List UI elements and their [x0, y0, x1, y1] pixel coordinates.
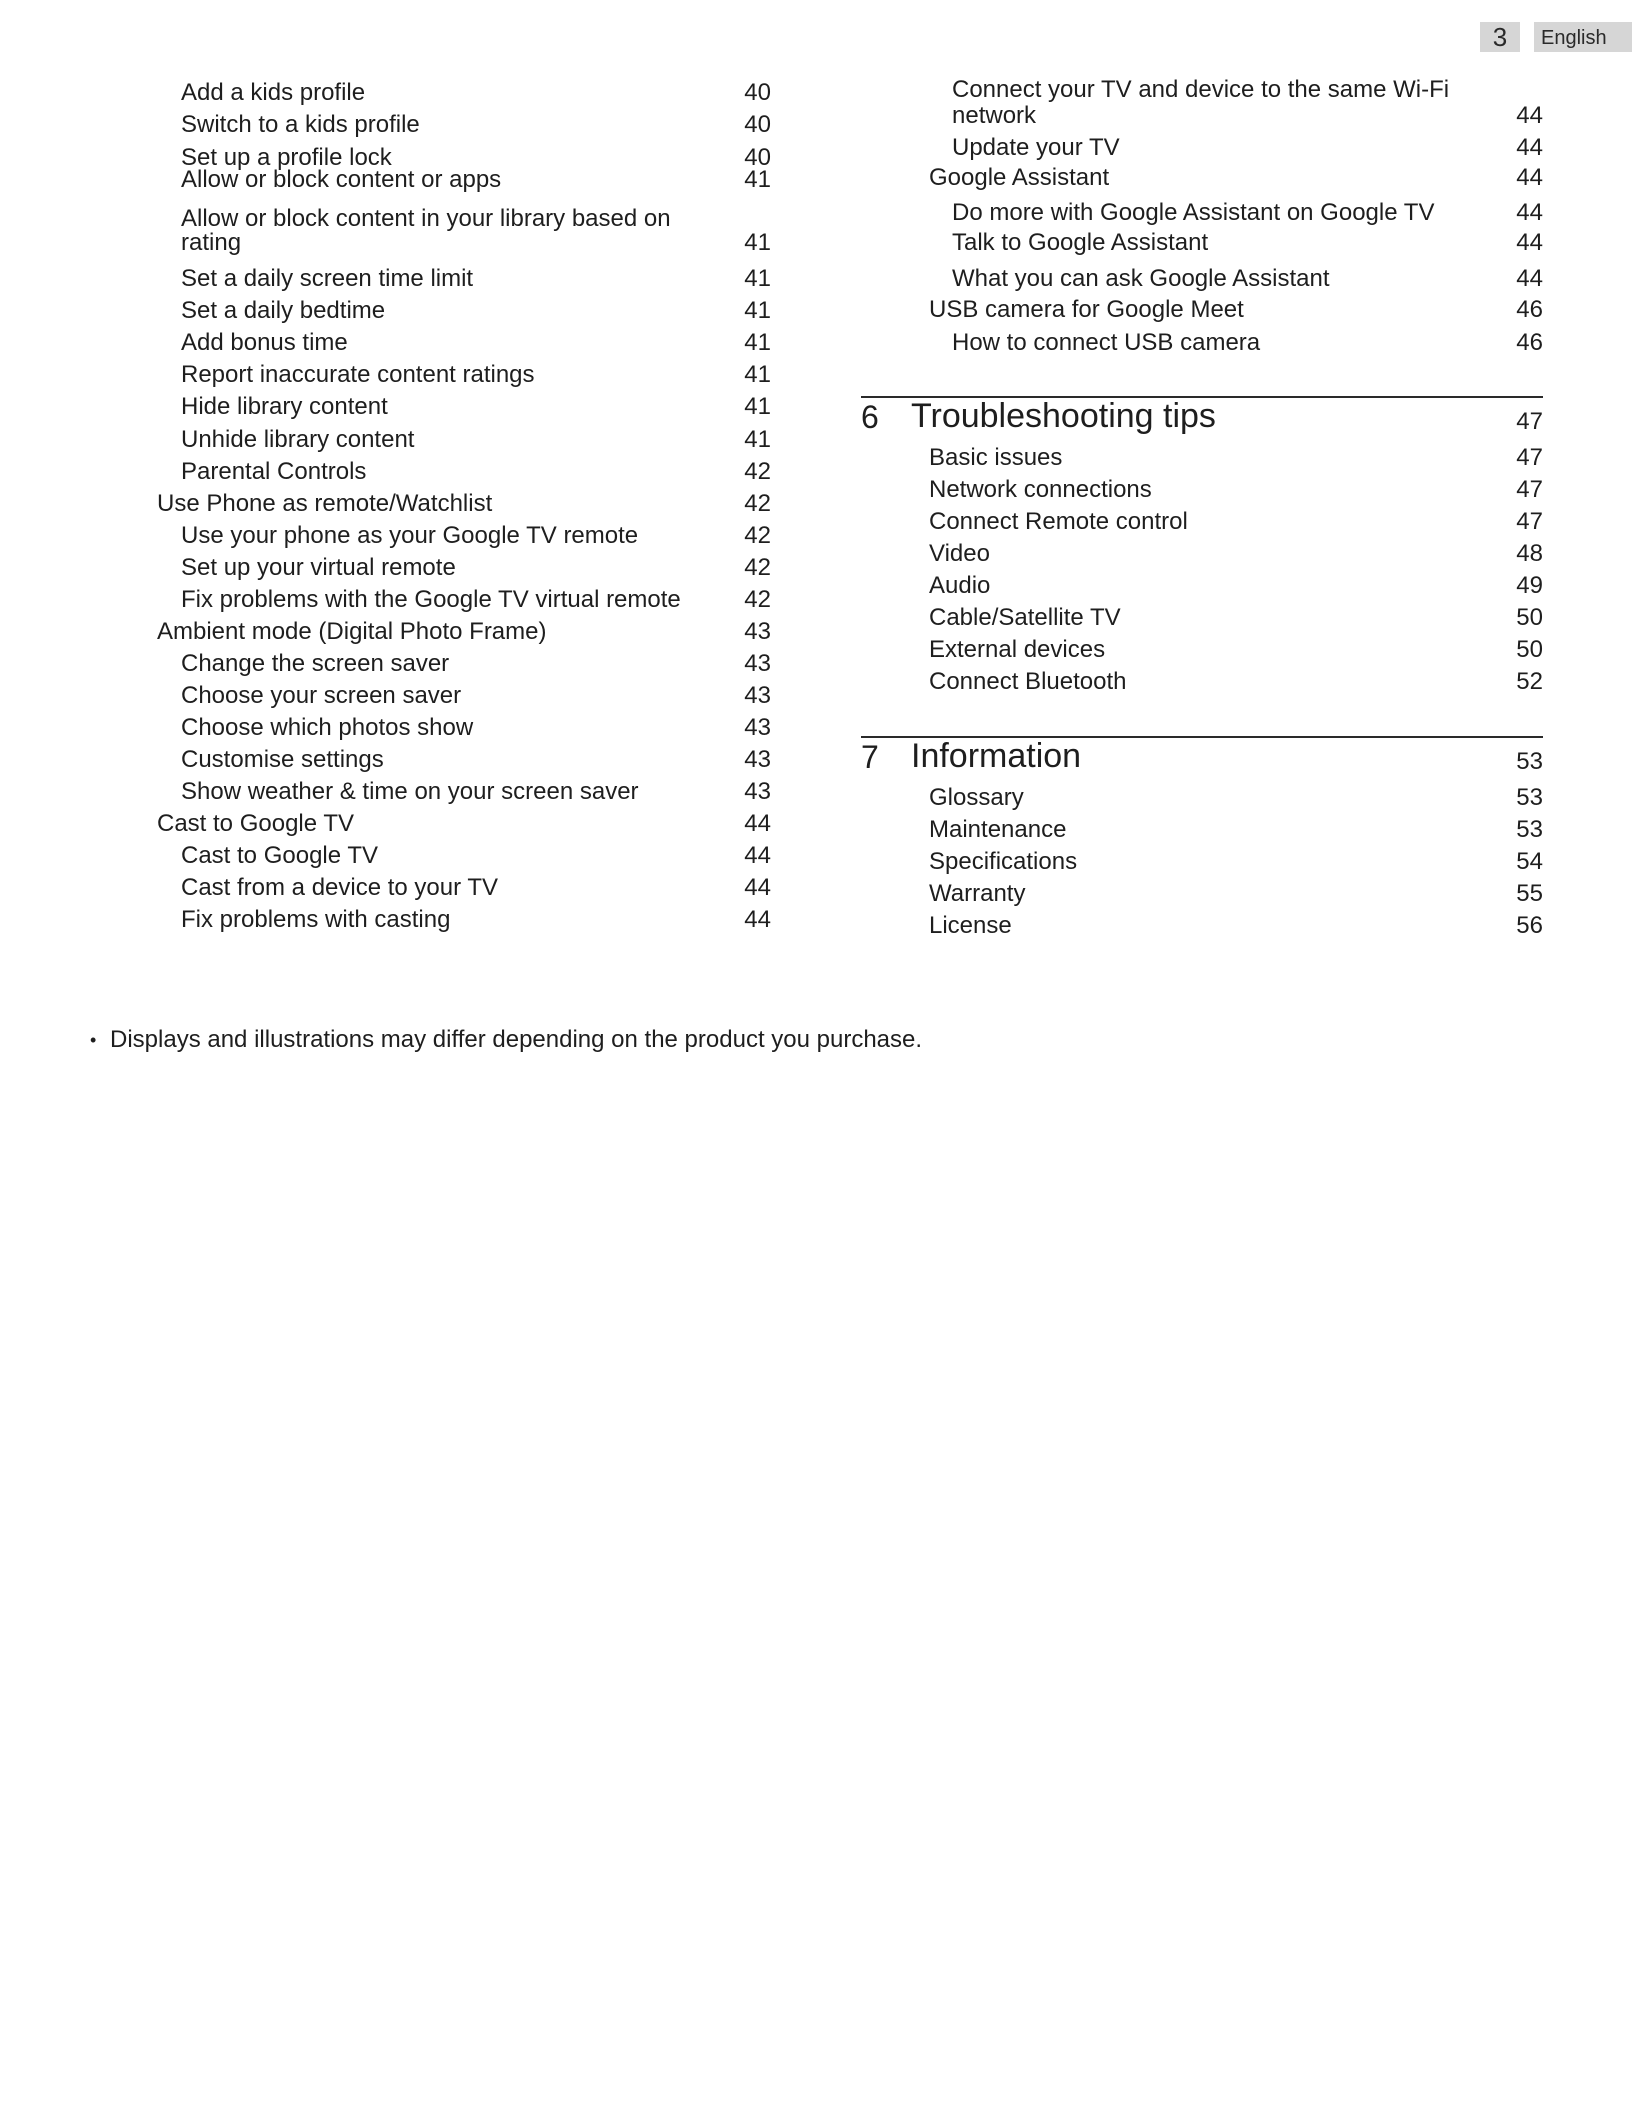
entry-page-number: 55: [1516, 880, 1543, 907]
entry-page-number: 43: [744, 650, 771, 677]
entry-title: rating: [181, 229, 242, 256]
chapter-title: Information: [911, 737, 1082, 775]
entry-page-number: 56: [1516, 912, 1543, 939]
entry-page-number: 41: [744, 361, 771, 388]
entry-title: Connect Bluetooth: [929, 668, 1127, 695]
entry-page-number: 40: [744, 79, 771, 106]
toc-section[interactable]: [0, 913, 1632, 941]
bullet-icon: •: [90, 1030, 97, 1050]
entry-page-number: 53: [1516, 816, 1543, 843]
entry-title: network: [952, 102, 1037, 129]
entry-title: Talk to Google Assistant: [952, 229, 1209, 256]
toc-subentry[interactable]: [0, 266, 1632, 294]
entry-title: Ambient mode (Digital Photo Frame): [157, 618, 547, 645]
entry-page-number: 41: [744, 329, 771, 356]
entry-page-number: 43: [744, 746, 771, 773]
language-label: English: [1541, 27, 1607, 49]
entry-page-number: 47: [1516, 508, 1543, 535]
entry-title: Cast to Google TV: [181, 842, 378, 869]
entry-title: Unhide library content: [181, 426, 415, 453]
toc-section[interactable]: [0, 849, 1632, 877]
entry-title: Cast to Google TV: [157, 810, 354, 837]
toc-section[interactable]: [0, 817, 1632, 845]
entry-page-number: 41: [744, 426, 771, 453]
toc-subentry[interactable]: [0, 77, 1632, 105]
entry-title: Add a kids profile: [181, 79, 366, 106]
entry-page-number: 43: [744, 778, 771, 805]
entry-page-number: 52: [1516, 668, 1543, 695]
entry-title: Choose which photos show: [181, 714, 474, 741]
language-badge: [1534, 22, 1632, 52]
entry-title: Set up your virtual remote: [181, 554, 456, 581]
entry-page-number: 40: [744, 111, 771, 138]
entry-title: Customise settings: [181, 746, 384, 773]
entry-title: Connect Remote control: [929, 508, 1188, 535]
entry-title: Use Phone as remote/Watchlist: [157, 490, 493, 517]
entry-page-number: 44: [1516, 102, 1543, 129]
entry-page-number: 44: [744, 810, 771, 837]
toc-section[interactable]: [0, 541, 1632, 569]
entry-title: Cable/Satellite TV: [929, 604, 1121, 631]
chapter-title: Troubleshooting tips: [911, 397, 1216, 435]
entry-title: Connect your TV and device to the same Wi-Fi: [952, 76, 1450, 103]
chapter-heading[interactable]: [0, 399, 1632, 443]
toc-subentry[interactable]: [0, 103, 1632, 131]
entry-title: Network connections: [929, 476, 1152, 503]
chapter-number: 6: [861, 399, 879, 435]
entry-page-number: 44: [744, 906, 771, 933]
entry-title: Use your phone as your Google TV remote: [181, 522, 639, 549]
toc-section[interactable]: [0, 445, 1632, 473]
entry-page-number: 44: [744, 874, 771, 901]
entry-page-number: 41: [744, 166, 771, 193]
entry-page-number: 42: [744, 458, 771, 485]
chapter-heading[interactable]: [0, 739, 1632, 783]
chapter-page-number: 47: [1516, 408, 1543, 435]
entry-page-number: 54: [1516, 848, 1543, 875]
entry-page-number: 40: [744, 144, 771, 171]
toc-section[interactable]: [0, 297, 1632, 325]
entry-page-number: 42: [744, 522, 771, 549]
entry-page-number: 44: [1516, 164, 1543, 191]
entry-page-number: 44: [1516, 134, 1543, 161]
entry-page-number: 44: [744, 842, 771, 869]
entry-title: Report inaccurate content ratings: [181, 361, 535, 388]
entry-page-number: 44: [1516, 229, 1543, 256]
entry-title: Update your TV: [952, 134, 1120, 161]
toc-section[interactable]: [0, 785, 1632, 813]
entry-page-number: 41: [744, 393, 771, 420]
toc-section[interactable]: [0, 165, 1632, 193]
toc-section[interactable]: [0, 637, 1632, 665]
entry-title: Google Assistant: [929, 164, 1110, 191]
entry-title: Change the screen saver: [181, 650, 450, 677]
entry-title: Warranty: [929, 880, 1026, 907]
entry-title: Cast from a device to your TV: [181, 874, 499, 901]
toc-section[interactable]: [0, 605, 1632, 633]
entry-title: External devices: [929, 636, 1106, 663]
entry-page-number: 47: [1516, 444, 1543, 471]
entry-title: Set a daily screen time limit: [181, 265, 474, 292]
entry-page-number: 44: [1516, 265, 1543, 292]
entry-title: Basic issues: [929, 444, 1063, 471]
entry-title: Video: [929, 540, 990, 567]
entry-page-number: 41: [744, 265, 771, 292]
toc-subentry[interactable]: [0, 200, 1632, 228]
entry-title: Parental Controls: [181, 458, 367, 485]
toc-subentry[interactable]: [0, 230, 1632, 258]
entry-title: License: [929, 912, 1012, 939]
toc-section[interactable]: [0, 477, 1632, 505]
entry-page-number: 42: [744, 554, 771, 581]
toc-section[interactable]: [0, 881, 1632, 909]
entry-page-number: 42: [744, 490, 771, 517]
entry-page-number: 48: [1516, 540, 1543, 567]
toc-subentry[interactable]: [0, 330, 1632, 358]
entry-title: Switch to a kids profile: [181, 111, 420, 138]
entry-title: Show weather & time on your screen saver: [181, 778, 639, 805]
entry-title: Fix problems with the Google TV virtual remote: [181, 586, 681, 613]
entry-page-number: 43: [744, 682, 771, 709]
toc-subentry[interactable]: [0, 362, 1632, 390]
entry-title: Set a daily bedtime: [181, 297, 386, 324]
footnote-text: Displays and illustrations may differ depending on the product you purchase.: [110, 1026, 923, 1053]
entry-title: Glossary: [929, 784, 1024, 811]
entry-page-number: 44: [1516, 199, 1543, 226]
entry-page-number: 43: [744, 618, 771, 645]
page-number: 3: [1492, 22, 1508, 52]
toc-subentry[interactable]: [0, 135, 1632, 163]
entry-page-number: 47: [1516, 476, 1543, 503]
entry-title: Do more with Google Assistant on Google TV: [952, 199, 1435, 226]
entry-title: Hide library content: [181, 393, 388, 420]
toc-section[interactable]: [0, 509, 1632, 537]
entry-page-number: 46: [1516, 329, 1543, 356]
entry-page-number: 41: [744, 229, 771, 256]
entry-title: Choose your screen saver: [181, 682, 462, 709]
entry-page-number: 53: [1516, 784, 1543, 811]
entry-title: Audio: [929, 572, 991, 599]
entry-page-number: 46: [1516, 296, 1543, 323]
toc-section[interactable]: [0, 573, 1632, 601]
entry-page-number: 42: [744, 586, 771, 613]
entry-title: How to connect USB camera: [952, 329, 1261, 356]
entry-title: Maintenance: [929, 816, 1067, 843]
entry-title: What you can ask Google Assistant: [952, 265, 1330, 292]
entry-page-number: 41: [744, 297, 771, 324]
entry-title: Fix problems with casting: [181, 906, 451, 933]
entry-page-number: 43: [744, 714, 771, 741]
entry-page-number: 49: [1516, 572, 1543, 599]
page-number-badge: [1480, 22, 1520, 52]
entry-title: Set up a profile lock: [181, 144, 392, 171]
entry-title: USB camera for Google Meet: [929, 296, 1244, 323]
chapter-number: 7: [861, 739, 879, 775]
chapter-page-number: 53: [1516, 748, 1543, 775]
entry-page-number: 50: [1516, 604, 1543, 631]
toc-section[interactable]: [0, 669, 1632, 697]
entry-title: Allow or block content in your library based on: [181, 205, 671, 232]
entry-page-number: 50: [1516, 636, 1543, 663]
entry-title: Add bonus time: [181, 329, 348, 356]
entry-title: Allow or block content or apps: [181, 166, 502, 193]
entry-title: Specifications: [929, 848, 1078, 875]
